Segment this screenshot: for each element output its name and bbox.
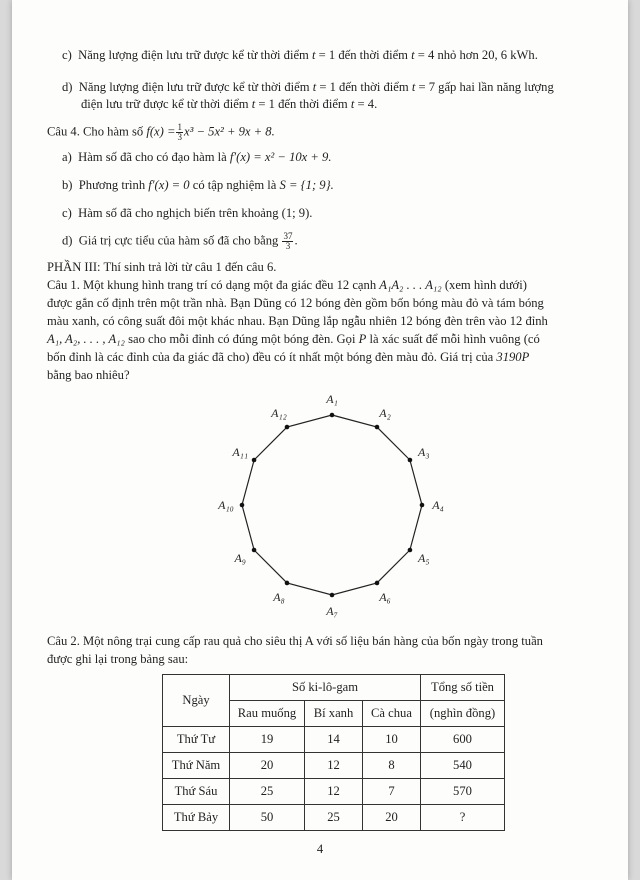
cell-bi-xanh: 25 [305,805,363,831]
cell-ca-chua: 8 [363,753,421,779]
vertex-dot [408,458,413,463]
part3-heading: PHẦN III: Thí sinh trả lời từ câu 1 đến câu 6. [47,260,277,274]
vertex-dot [252,458,257,463]
question-1-line-2: được gắn cố định trên một trần nhà. Bạn Dũng có 12 bóng đèn gồm bốn bóng màu đỏ và tám bóng [47,296,544,310]
question-1-line-6: bằng bao nhiêu? [47,368,130,382]
vertex-label: A₁₀ [218,498,234,512]
header-rau-muong: Rau muống [230,701,305,727]
vertex-label: A₁₂ [271,406,287,421]
question-1-line-3: màu xanh, có công suất đôi một khác nhau. Bạn Dũng lắp ngẫu nhiên 12 bóng đèn trên vào 12 đỉnh [47,314,548,328]
cell-total: 570 [421,779,505,805]
cell-total: 600 [421,727,505,753]
vertex-dot [285,425,290,430]
cell-total: ? [421,805,505,831]
cell-rau-muong: 19 [230,727,305,753]
cell-bi-xanh: 12 [305,753,363,779]
document-page [12,0,628,880]
fraction: $\frac{1}{3}$ [177,122,182,142]
vertex-dot [420,503,425,508]
question-1-line-4: A₁, A₂, . . . , A₁₂ sao cho mỗi đỉnh có đúng một bóng đèn. Gọi P là xác suất để mỗi hình vuông (có [47,332,540,346]
header-total-line2: (nghìn đồng) [421,701,505,727]
vertex-label: A₈ [273,589,285,604]
part2-item-d-line1: d) Năng lượng điện lưu trữ được kể từ thời điểm t = 1 đến thời điểm t = 7 gấp hai lần năng lượng [62,80,554,94]
cell-ca-chua: 10 [363,727,421,753]
header-total-line1: Tổng số tiền [421,675,505,701]
vertex-label: A₉ [234,551,246,565]
cell-day: Thứ Bảy [163,805,230,831]
cell-rau-muong: 20 [230,753,305,779]
vertex-label: A₄ [432,498,444,512]
sales-table [162,674,505,831]
vertex-label: A₃ [418,445,430,459]
question-4-stem: Câu 4. Cho hàm số f(x) = $\frac{1}{3}$ x³ − 5x² + 9x + 8. [47,122,275,142]
vertex-dot [240,503,245,508]
vertex-label: A₆ [379,589,391,604]
vertex-label: A₅ [418,551,430,565]
header-kg-group: Số ki-lô-gam [230,675,421,701]
vertex-dot [285,581,290,586]
question-4-item-a: a) Hàm số đã cho có đạo hàm là f′(x) = x² − 10x + 9. [62,150,332,164]
vertex-dot [375,581,380,586]
part2-item-d-line2: điện lưu trữ được kể từ thời điểm t = 1 đến thời điểm t = 4. [81,97,378,111]
question-4-item-c: c) Hàm số đã cho nghịch biến trên khoảng (1; 9). [62,206,313,220]
vertex-dot [408,548,413,553]
vertex-label: A₇ [326,604,338,618]
cell-total: 540 [421,753,505,779]
cell-bi-xanh: 14 [305,727,363,753]
fraction: $\frac{37}{3}$ [283,231,293,251]
question-4-item-d: d) Giá trị cực tiểu của hàm số đã cho bằng $\frac{37}{3}$ . [62,231,298,251]
header-bi-xanh: Bí xanh [305,701,363,727]
vertex-dot [330,593,335,598]
question-1-line-1: Câu 1. Một khung hình trang trí có dạng một đa giác đều 12 cạnh A₁A₂ . . . A₁₂ (xem hình dưới) [47,278,527,292]
table-row [163,753,505,779]
question-2-line-2: được ghi lại trong bảng sau: [47,652,189,666]
page-number: 4 [316,842,324,856]
header-ca-chua: Cà chua [363,701,421,727]
question-1-line-5: bốn đỉnh là các đỉnh của đa giác đã cho) đều có ít nhất một bóng đèn màu đỏ. Giá trị của 3190P [47,350,530,364]
cell-ca-chua: 20 [363,805,421,831]
question-2-line-1: Câu 2. Một nông trại cung cấp rau quả cho siêu thị A với số liệu bán hàng của bốn ngày trong tuần [47,634,543,648]
dodecagon-outline [242,415,422,595]
cell-bi-xanh: 12 [305,779,363,805]
vertex-dot [252,548,257,553]
vertex-label: A₁ [326,392,338,406]
vertex-dot [375,425,380,430]
vertex-dot [330,413,335,418]
cell-day: Thứ Sáu [163,779,230,805]
cell-rau-muong: 50 [230,805,305,831]
part2-item-c: c) Năng lượng điện lưu trữ được kể từ thời điểm t = 1 đến thời điểm t = 4 nhỏ hơn 20, 6 kWh. [62,48,538,62]
cell-day: Thứ Tư [163,727,230,753]
header-day: Ngày [163,675,230,727]
dodecagon-diagram [202,390,462,620]
table-row [163,805,505,831]
table-row [163,727,505,753]
cell-rau-muong: 25 [230,779,305,805]
table-row [163,779,505,805]
cell-day: Thứ Năm [163,753,230,779]
vertex-label: A₂ [379,406,391,421]
vertex-label: A₁₁ [232,445,249,459]
question-4-item-b: b) Phương trình f′(x) = 0 có tập nghiệm là S = {1; 9}. [62,178,334,192]
cell-ca-chua: 7 [363,779,421,805]
